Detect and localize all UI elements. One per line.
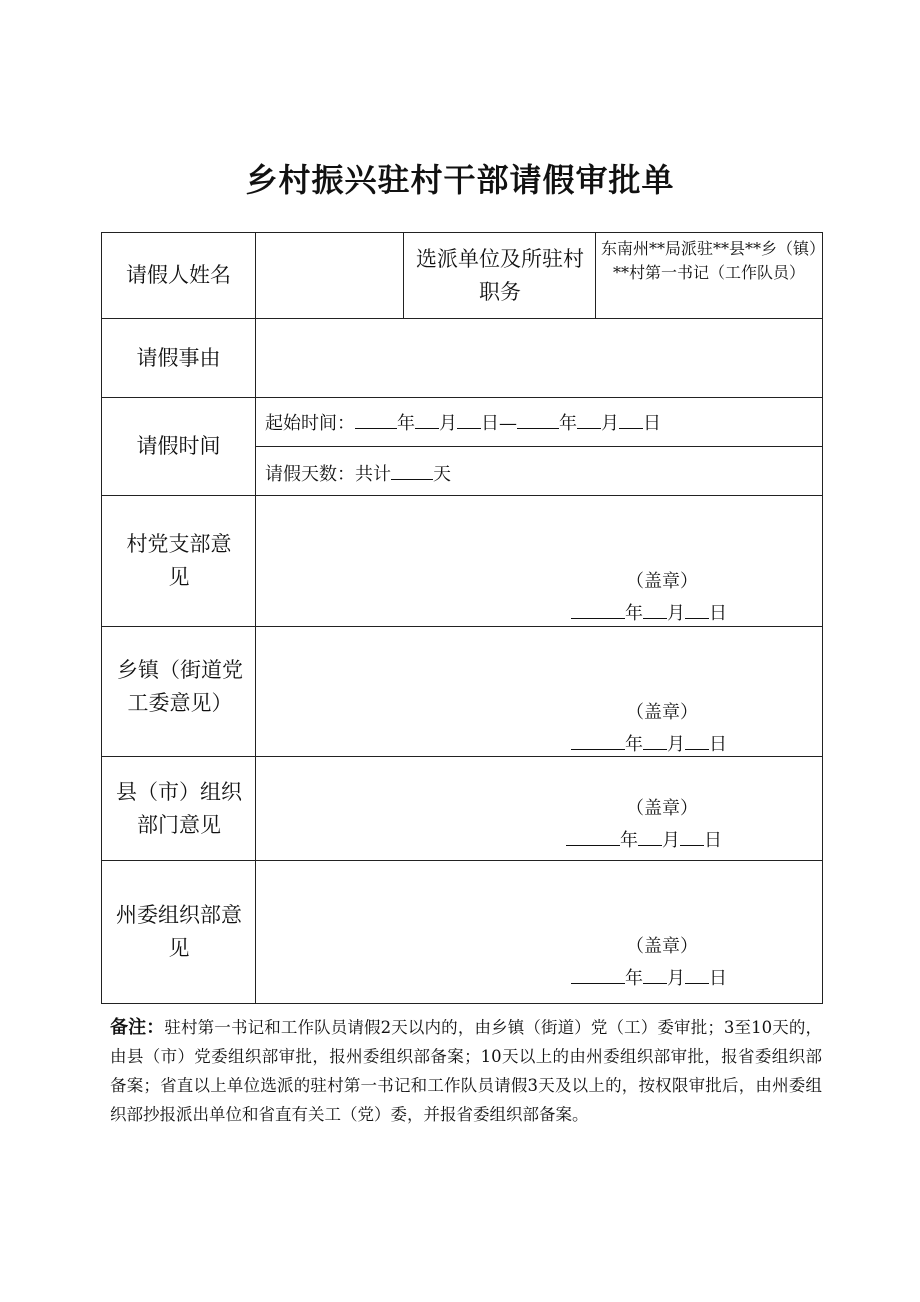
opinion-label-prefecture: 州委组织部意见: [116, 903, 242, 960]
blank: [638, 826, 662, 846]
blank: [566, 826, 620, 846]
date-line[interactable]: [571, 964, 727, 990]
year-text: 年: [625, 734, 643, 755]
blank: [571, 730, 625, 750]
blank: [685, 730, 709, 750]
year-text: 年: [620, 830, 638, 851]
day-text: 日: [481, 413, 499, 434]
opinion-label-county: 县（市）组织部门意见: [116, 779, 242, 837]
note-text: 驻村第一书记和工作队员请假2天以内的，由乡镇（街道）党（工）委审批；3至10天的，由县（市）党委组织部审批，报州委组织部备案；10天以上的由州委组织部审批，报省委组织部备案；省直以上单位选派的驻村第一书记和工作队员请假3天及以上的，按权限审批后，由州委组织部抄报派出单位和省直有关工（党）委，并报省委组织部备案。: [110, 1018, 822, 1124]
page-title: 乡村振兴驻村干部请假审批单: [245, 161, 675, 199]
date-line[interactable]: [571, 730, 727, 756]
blank: [680, 826, 704, 846]
unit-label: 选派单位及所驻村职务: [416, 246, 584, 304]
opinion-label-village: 村党支部意见: [126, 532, 232, 589]
opinion-label-township: 乡镇（街道党工委意见）: [117, 658, 243, 715]
days-suffix: 天: [433, 464, 451, 485]
month-text: 月: [667, 734, 685, 755]
applicant-name-field[interactable]: [256, 233, 403, 318]
day-text: 日: [709, 734, 727, 755]
year-text: 年: [625, 968, 643, 989]
applicant-name-label: 请假人姓名: [126, 263, 231, 287]
blank: [685, 964, 709, 984]
year-text: 年: [397, 413, 415, 434]
month-text: 月: [439, 413, 457, 434]
stamp-text: （盖章）: [626, 798, 698, 819]
time-label: 请假时间: [136, 434, 221, 458]
date-line[interactable]: [571, 599, 727, 625]
blank: [577, 409, 601, 429]
approval-form: [101, 232, 823, 1004]
day-text: 日: [643, 413, 661, 434]
blank: [643, 964, 667, 984]
day-text: 日: [709, 968, 727, 989]
stamp-text: （盖章）: [626, 702, 698, 723]
blank: [391, 460, 433, 480]
stamp-text: （盖章）: [626, 936, 698, 957]
month-text: 月: [667, 603, 685, 624]
note: [110, 1013, 822, 1129]
blank: [571, 964, 625, 984]
blank: [643, 730, 667, 750]
year-text: 年: [559, 413, 577, 434]
unit-value[interactable]: 东南州**局派驻**县**乡（镇）**村第一书记（工作队员）: [600, 239, 817, 282]
blank: [355, 409, 397, 429]
year-text: 年: [625, 603, 643, 624]
month-text: 月: [667, 968, 685, 989]
blank: [685, 599, 709, 619]
dash-text: —: [499, 413, 517, 434]
start-time-line[interactable]: [265, 409, 661, 435]
month-text: 月: [601, 413, 619, 434]
reason-field[interactable]: [256, 319, 822, 397]
blank: [619, 409, 643, 429]
column-divider: [595, 233, 596, 318]
column-divider: [403, 233, 404, 318]
day-text: 日: [709, 603, 727, 624]
date-line[interactable]: [566, 826, 722, 852]
day-text: 日: [704, 830, 722, 851]
days-line[interactable]: [265, 460, 451, 486]
blank: [517, 409, 559, 429]
month-text: 月: [662, 830, 680, 851]
blank: [415, 409, 439, 429]
stamp-text: （盖章）: [626, 571, 698, 592]
blank: [571, 599, 625, 619]
blank: [457, 409, 481, 429]
row-divider: [255, 446, 822, 447]
start-time-prefix: 起始时间：: [265, 413, 355, 434]
note-label: 备注：: [110, 1017, 165, 1038]
blank: [643, 599, 667, 619]
reason-label: 请假事由: [136, 345, 221, 370]
days-prefix: 请假天数：共计: [265, 464, 391, 485]
